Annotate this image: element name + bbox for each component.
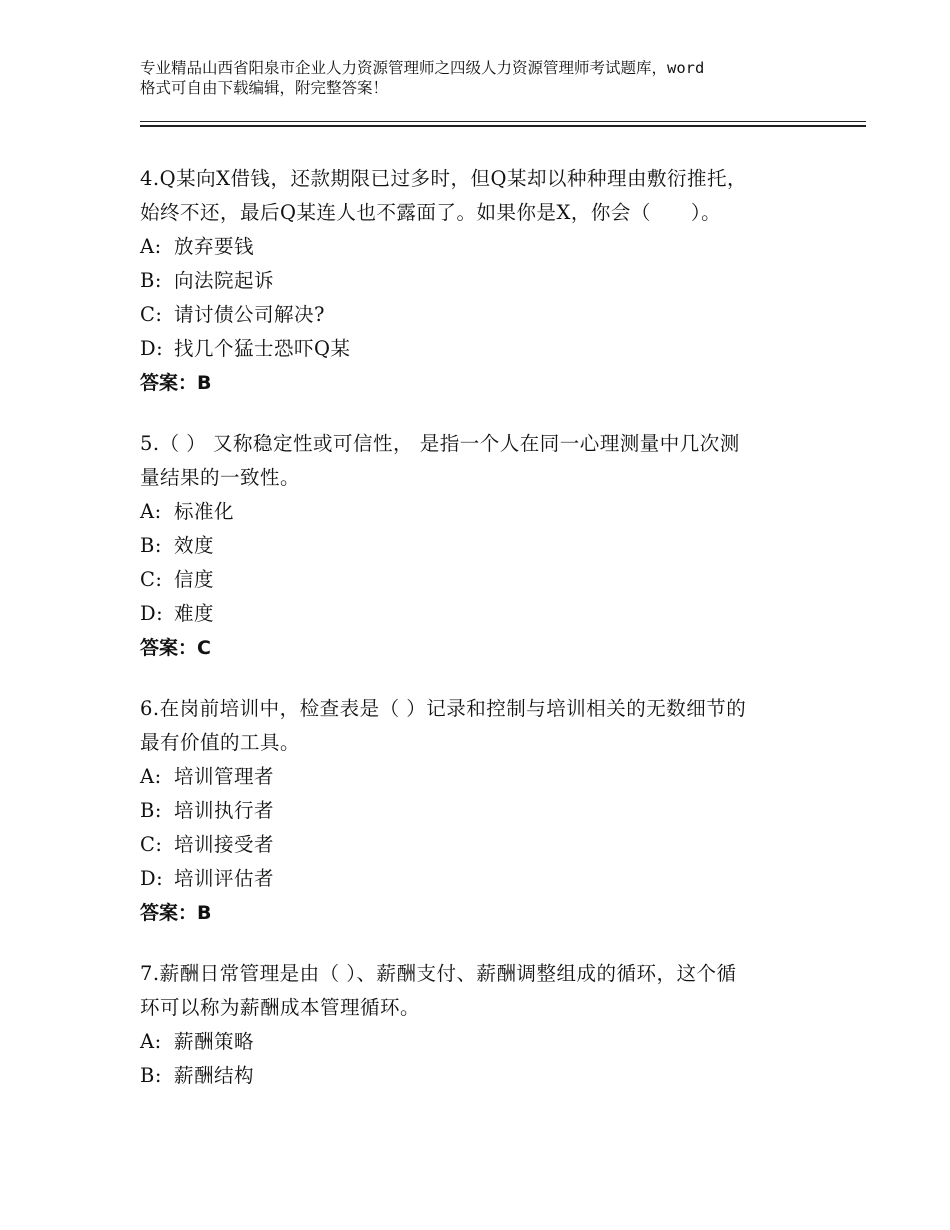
option-b: B: 效度 [140, 534, 215, 557]
option-a: A: 放弃要钱 [140, 235, 255, 258]
question-7 [140, 957, 830, 1093]
option-d: D: 找几个猛士恐吓Q某 [140, 337, 351, 360]
header-divider-thick [140, 125, 866, 127]
question-text: 4.Q某向X借钱，还款期限已过多时，但Q某却以种种理由敷衍推托， [140, 167, 747, 190]
option-b: B: 培训执行者 [140, 799, 275, 822]
question-text: 7.薪酬日常管理是由（ ）、薪酬支付、薪酬调整组成的循环，这个循 [140, 962, 737, 985]
option-c: C: 培训接受者 [140, 833, 275, 856]
answer: 答案：B [140, 372, 212, 394]
option-a: A: 培训管理者 [140, 765, 275, 788]
answer: 答案：B [140, 902, 212, 924]
header-divider-thin [140, 121, 866, 122]
question-text: 5.（ ） 又称稳定性或可信性， 是指一个人在同一心理测量中几次测 [140, 432, 740, 455]
option-d: D: 培训评估者 [140, 867, 275, 890]
option-d: D: 难度 [140, 602, 215, 625]
header-line-2: 格式可自由下载编辑，附完整答案！ [140, 79, 389, 97]
option-b: B: 向法院起诉 [140, 269, 275, 292]
option-a: A: 薪酬策略 [140, 1030, 255, 1053]
question-text-cont: 环可以称为薪酬成本管理循环。 [140, 996, 421, 1019]
document-header [140, 58, 830, 98]
question-5 [140, 427, 830, 665]
question-4 [140, 162, 830, 400]
option-c: C: 信度 [140, 568, 215, 591]
question-list [140, 162, 830, 1120]
question-text-cont: 最有价值的工具。 [140, 731, 301, 754]
option-a: A: 标准化 [140, 500, 235, 523]
option-b: B: 薪酬结构 [140, 1064, 255, 1087]
header-line-1: 专业精品山西省阳泉市企业人力资源管理师之四级人力资源管理师考试题库，word [140, 59, 705, 77]
question-text-cont: 量结果的一致性。 [140, 466, 301, 489]
question-text-cont: 始终不还，最后Q某连人也不露面了。如果你是X，你会（ ）。 [140, 201, 722, 224]
question-text: 6.在岗前培训中，检查表是（ ）记录和控制与培训相关的无数细节的 [140, 697, 747, 720]
answer: 答案：C [140, 637, 211, 659]
question-6 [140, 692, 830, 930]
option-c: C: 请讨债公司解决? [140, 303, 325, 326]
